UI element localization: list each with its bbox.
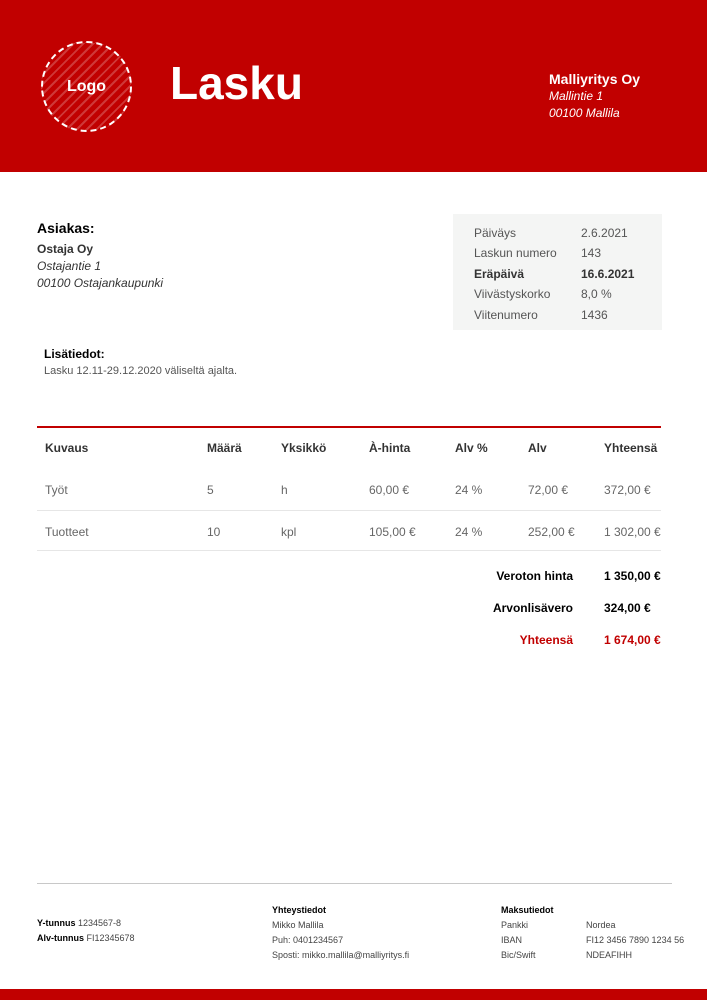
cell-quantity: 5 xyxy=(207,483,214,497)
table-row xyxy=(37,510,661,551)
col-description: Kuvaus xyxy=(45,441,89,455)
table-header-row xyxy=(37,428,661,468)
cell-unit: kpl xyxy=(281,525,297,539)
customer-address: Ostajantie 1 xyxy=(37,259,102,273)
cell-vat: 72,00 € xyxy=(528,483,569,497)
payment-heading: Maksutiedot xyxy=(501,905,554,915)
customer-label: Asiakas: xyxy=(37,220,95,236)
invoice-title: Lasku xyxy=(170,57,303,109)
contact-heading: Yhteystiedot xyxy=(272,905,327,915)
table-row xyxy=(37,469,661,510)
ytunnus-label: Y-tunnus xyxy=(37,918,76,928)
contact-email: Sposti: mikko.mallila@malliyritys.fi xyxy=(272,950,410,960)
footer-contact xyxy=(272,903,409,963)
total-net-row xyxy=(400,566,661,598)
customer-name: Ostaja Oy xyxy=(37,242,94,256)
invoice-header xyxy=(0,0,707,172)
cell-vat-percent: 24 % xyxy=(455,483,483,497)
total-vat-row xyxy=(400,598,661,630)
payment-row-iban xyxy=(501,933,684,948)
contact-phone: Puh: 0401234567 xyxy=(272,935,344,945)
customer-block xyxy=(37,219,163,292)
logo-text: Logo xyxy=(66,77,107,95)
company-address: Mallintie 1 xyxy=(549,89,604,103)
meta-value: 1436 xyxy=(581,307,608,322)
ytunnus-line xyxy=(37,916,135,931)
payment-row-bank xyxy=(501,918,684,933)
cell-total: 372,00 € xyxy=(604,483,651,497)
payment-value: Nordea xyxy=(586,920,616,930)
meta-row-date xyxy=(474,223,662,243)
meta-key: Laskun numero xyxy=(474,246,557,261)
cell-quantity: 10 xyxy=(207,525,221,539)
col-vat: Alv xyxy=(528,441,547,455)
footer-divider xyxy=(37,883,672,884)
cell-unit-price: 60,00 € xyxy=(369,483,410,497)
customer-postal: 00100 Ostajankaupunki xyxy=(37,276,164,290)
meta-value: 8,0 % xyxy=(581,287,612,302)
meta-key: Eräpäivä xyxy=(474,266,525,281)
alvtunnus-label: Alv-tunnus xyxy=(37,933,84,943)
company-info xyxy=(549,70,640,122)
cell-vat: 252,00 € xyxy=(528,525,575,539)
meta-value: 143 xyxy=(581,246,602,261)
contact-name: Mikko Mallila xyxy=(272,920,324,930)
additional-info-label: Lisätiedot: xyxy=(44,347,105,361)
alvtunnus-line xyxy=(37,931,135,946)
cell-description: Työt xyxy=(45,483,68,497)
net-label: Veroton hinta xyxy=(496,569,573,583)
grand-total-row xyxy=(400,630,661,662)
col-unit: Yksikkö xyxy=(281,441,327,455)
payment-key: IBAN xyxy=(501,935,523,945)
meta-value: 16.6.2021 xyxy=(581,266,635,281)
cell-description: Tuotteet xyxy=(45,525,89,539)
additional-info-text: Lasku 12.11-29.12.2020 väliseltä ajalta. xyxy=(44,365,238,377)
company-name: Malliyritys Oy xyxy=(549,71,641,87)
cell-unit-price: 105,00 € xyxy=(369,525,416,539)
meta-row-interest xyxy=(474,284,662,304)
cell-unit: h xyxy=(281,483,288,497)
meta-row-reference xyxy=(474,305,662,325)
vat-label: Arvonlisävero xyxy=(492,601,573,615)
logo-placeholder xyxy=(41,41,132,132)
company-postal: 00100 Mallila xyxy=(549,106,620,120)
footer-business-ids xyxy=(37,916,135,946)
meta-value: 2.6.2021 xyxy=(581,226,628,240)
footer-accent-bar xyxy=(0,989,707,1000)
net-value: 1 350,00 € xyxy=(604,569,661,583)
grand-total-label: Yhteensä xyxy=(519,633,573,647)
col-vat-percent: Alv % xyxy=(455,441,488,455)
line-items-table xyxy=(37,426,661,551)
meta-row-due-date xyxy=(474,264,662,284)
payment-value: NDEAFIHH xyxy=(586,950,633,960)
payment-value: FI12 3456 7890 1234 56 xyxy=(586,935,685,945)
footer-payment xyxy=(501,903,684,963)
invoice-meta-box xyxy=(453,214,662,330)
col-quantity: Määrä xyxy=(207,441,242,455)
payment-key: Pankki xyxy=(501,920,529,930)
col-unit-price: À-hinta xyxy=(369,441,411,455)
additional-info xyxy=(44,347,237,379)
totals-block xyxy=(400,566,661,662)
alvtunnus-value: FI12345678 xyxy=(86,933,135,943)
payment-row-bic xyxy=(501,948,684,963)
col-total: Yhteensä xyxy=(604,441,658,455)
meta-row-invoice-number xyxy=(474,243,662,263)
ytunnus-value: 1234567-8 xyxy=(78,918,122,928)
cell-vat-percent: 24 % xyxy=(455,525,483,539)
meta-key: Päiväys xyxy=(474,226,517,240)
grand-total-value: 1 674,00 € xyxy=(604,633,661,647)
vat-value: 324,00 € xyxy=(604,601,651,615)
meta-key: Viivästyskorko xyxy=(474,287,551,302)
payment-key: Bic/Swift xyxy=(501,950,536,960)
meta-key: Viitenumero xyxy=(474,307,538,322)
cell-total: 1 302,00 € xyxy=(604,525,661,539)
